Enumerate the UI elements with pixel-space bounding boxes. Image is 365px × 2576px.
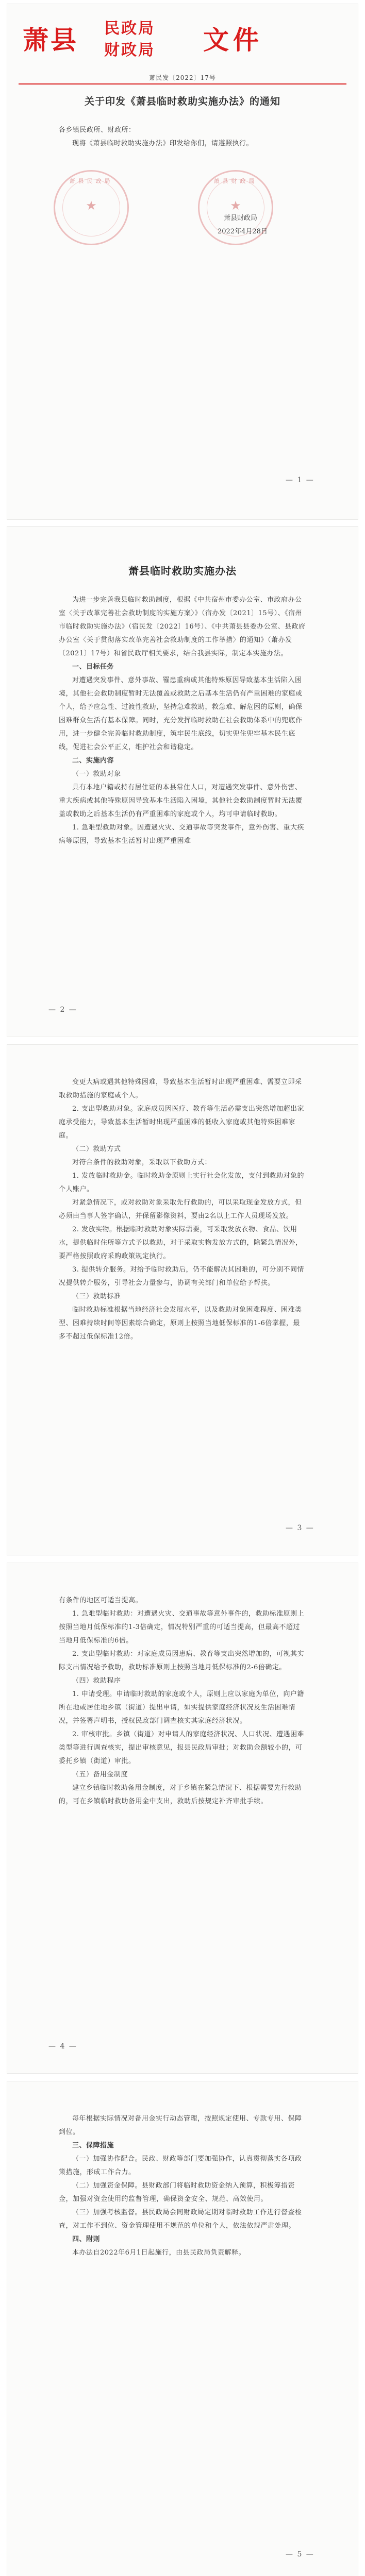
method-title: 萧县临时救助实施办法: [128, 565, 237, 577]
p2-para-2: 对遭遇突发事件、意外事故、罹患重病或其他特殊原因导致基本生活陷入困境，其他社会救助制度暂时无法覆盖或救助之后基本生活仍有严重困难的家庭或个人，给予应急性、过渡性救助，坚持急难救助，救急难、解危困的原则，确保困难群众生活有基本保障。同时，充分发挥临时救助在社会救助体系中的兜底作用，进一步健全完善临时救助制度，筑牢民生底线，切实兜住兜牢基本民生底线，促进社会公平正义，维护社会和谐稳定。: [59, 676, 303, 751]
p4-para-3: 2. 支出型临时救助：对家庭成员因患病、教育等支出突然增加的，可视其实际支出情况给予救助，救助标准原则上按照当地月低保标准的2-6倍确定。: [59, 1650, 305, 1671]
p2-heading-1: 一、目标任务: [72, 663, 114, 671]
page-number-5: — 5 —: [286, 2550, 314, 2558]
page-number-3: — 3 —: [286, 1524, 314, 1532]
p2-para-4: 1. 急难型救助对象。因遭遇火灾、交通事故等突发事件，意外伤害、重大疾病等原因，导致基本生活暂时出现严重困难: [59, 824, 305, 845]
p5-heading-2: 四、附则: [72, 2235, 101, 2243]
page-5: [7, 2081, 358, 2576]
salutation: 各乡镇民政所、财政所：: [59, 126, 136, 134]
p5-para-2: （一）加强协作配合。民政、财政等部门要加强协作，认真贯彻落实各项政策措施，形成工作合力。: [59, 2155, 302, 2176]
header-doc-word: 文件: [203, 25, 263, 55]
notice-body: 现将《萧县临时救助实施办法》印发给你们，请遵照执行。: [72, 140, 254, 147]
p5-para-4: （三）加强考核监督。县民政局会同财政局定期对临时救助工作进行督查检查，对工作不到位、资金管理使用不规范的单位和个人，依法依规严肃处理。: [59, 2209, 302, 2230]
p2-heading-2: 二、实施内容: [72, 757, 114, 765]
p3-sub-1: （二）救助方式: [72, 1145, 121, 1153]
sign-org: 萧县财政局: [224, 214, 258, 222]
page-1: [7, 4, 358, 519]
page-3: [7, 1045, 358, 1555]
p5-para-3: （二）加强资金保障。县财政部门将临时救助资金纳入预算，积极筹措资金，加强对资金使用的监督管理，确保资金安全、规范、高效使用。: [59, 2182, 295, 2203]
p3-para-7: 3. 提供转介服务。对给予临时救助后，仍不能解决其困难的，可分别不同情况提供转介服务，引导社会力量参与，协调有关部门和单位给予帮扶。: [59, 1266, 305, 1287]
p4-para-4: 1. 申请受理。申请临时救助的家庭或个人，原则上应以家庭为单位，向户籍所在地或居住地乡镇（街道）提出申请，如实提供家庭经济状况及生活困难情况，并签署声明书，授权民政部门调查核实其家庭经济状况。: [59, 1690, 305, 1725]
p2-sub-1: （一）救助对象: [72, 770, 121, 778]
stamp-finance-seal: 萧县财政局 ★: [198, 170, 273, 245]
p3-para-5: 对紧急情况下，或对救助对象采取先行救助的，可以采取现金发放方式，但必须由当事人签字确认，并保留影像资料，要由2名以上工作人员现场发放。: [59, 1199, 302, 1220]
p4-para-2: 1. 急难型临时救助：对遭遇火灾、交通事故等意外事件的，救助标准原则上按照当地月低保标准的1-3倍确定，情况特别严重的可适当提高，但最高不超过当地月低保标准的6倍。: [59, 1610, 305, 1645]
header-dept1: 民政局: [104, 20, 155, 38]
p3-para-1: 变更大病或遇其他特殊困难，导致基本生活暂时出现严重困难、需要立即采取救助措施的家庭或个人。: [59, 1078, 302, 1099]
page-4: [7, 1563, 358, 2073]
p3-para-3: 对符合条件的救助对象，采取以下救助方式：: [72, 1159, 212, 1166]
p4-para-1: 有条件的地区可适当提高。: [59, 1597, 143, 1604]
header-dept2: 财政局: [104, 41, 155, 59]
p5-para-1: 每年根据实际情况对备用金实行动态管理，按照规定使用、专款专用、保障到位。: [59, 2115, 302, 2136]
p3-para-2: 2. 支出型救助对象。家庭成员因医疗、教育等生活必需支出突然增加超出家庭承受能力，导致基本生活暂时出现严重困难的低收入家庭或其他特殊困难家庭。: [59, 1105, 305, 1140]
page-number-2: — 2 —: [48, 1006, 77, 1014]
header-red-line: [19, 83, 346, 84]
doc-header: [23, 15, 342, 62]
p2-para-3: 具有本地户籍或持有居住证的本县常住人口，对遭遇突发事件、意外伤害、重大疾病或其他特殊原因导致基本生活陷入困境，其他社会救助制度暂时无法覆盖或救助之后基本生活仍有严重困难的家庭或个人，均可申请临时救助。: [59, 784, 303, 818]
p4-para-5: 2. 审核审批。乡镇（街道）对申请人的家庭经济状况、人口状况、遭遇困难类型等进行调查核实，提出审核意见，报县民政局审批；对救助金额较小的，可委托乡镇（街道）审批。: [59, 1731, 305, 1765]
p4-sub-1: （四）救助程序: [72, 1677, 121, 1685]
notice-title: 关于印发《萧县临时救助实施办法》的通知: [84, 96, 280, 107]
p3-para-8: 临时救助标准根据当地经济社会发展水平，以及救助对象困难程度、困难类型、困难持续时间等因素综合确定，原则上按照当地低保标准的1-6倍掌握，最多不超过低保标准12倍。: [59, 1306, 302, 1341]
p3-para-4: 1. 发放临时救助金。临时救助金原则上实行社会化发放，支付到救助对象的个人账户。: [59, 1172, 305, 1193]
header-county: 萧县: [23, 25, 78, 55]
p5-heading-1: 三、保障措施: [72, 2142, 114, 2149]
p3-sub-2: （三）救助标准: [72, 1293, 121, 1300]
stamp-right-text: 萧县财政局: [213, 178, 258, 184]
page-number-1: — 1 —: [286, 476, 314, 484]
page-number-4: — 4 —: [48, 2042, 77, 2050]
p2-para-1: 为进一步完善我县临时救助制度，根据《中共宿州市委办公室、市政府办公室〈关于改革完善社会救助制度的实施方案〉》（宿办发〔2021〕15号）、《宿州市临时救助实施办法》（宿民发〔2022〕16号）、《中共萧县县委办公室、县政府办公室〈关于贯彻落实改革完善社会救助制度的工作举措〉的通知》（萧办发〔2021〕17号）和省民政厅相关要求，结合我县实际，制定本实施办法。: [59, 596, 306, 657]
p4-para-6: 建立乡镇临时救助备用金制度，对于乡镇在紧急情况下、根据需要先行救助的，可在乡镇临时救助备用金中支出，救助后按规定补齐审批手续。: [59, 1784, 302, 1805]
sign-date: 2022年4月28日: [218, 228, 268, 235]
p3-para-6: 2. 发放实物。根据临时救助对象实际需要，可采取发放衣物、食品、饮用水，提供临时住所等方式予以救助，对于采取实物发放方式的，除紧急情况外，要严格按照政府采购政策规定执行。: [59, 1226, 303, 1260]
stamp-civil-affairs-seal: 萧县民政局 ★: [54, 170, 129, 245]
page-2: [7, 527, 358, 1037]
p4-sub-2: （五）备用金制度: [72, 1771, 128, 1778]
doc-number: 萧民发〔2022〕17号: [149, 74, 216, 81]
p5-para-5: 本办法自2022年6月1日起施行，由县民政局负责解释。: [72, 2249, 246, 2257]
stamp-left-text: 萧县民政局: [69, 178, 113, 184]
